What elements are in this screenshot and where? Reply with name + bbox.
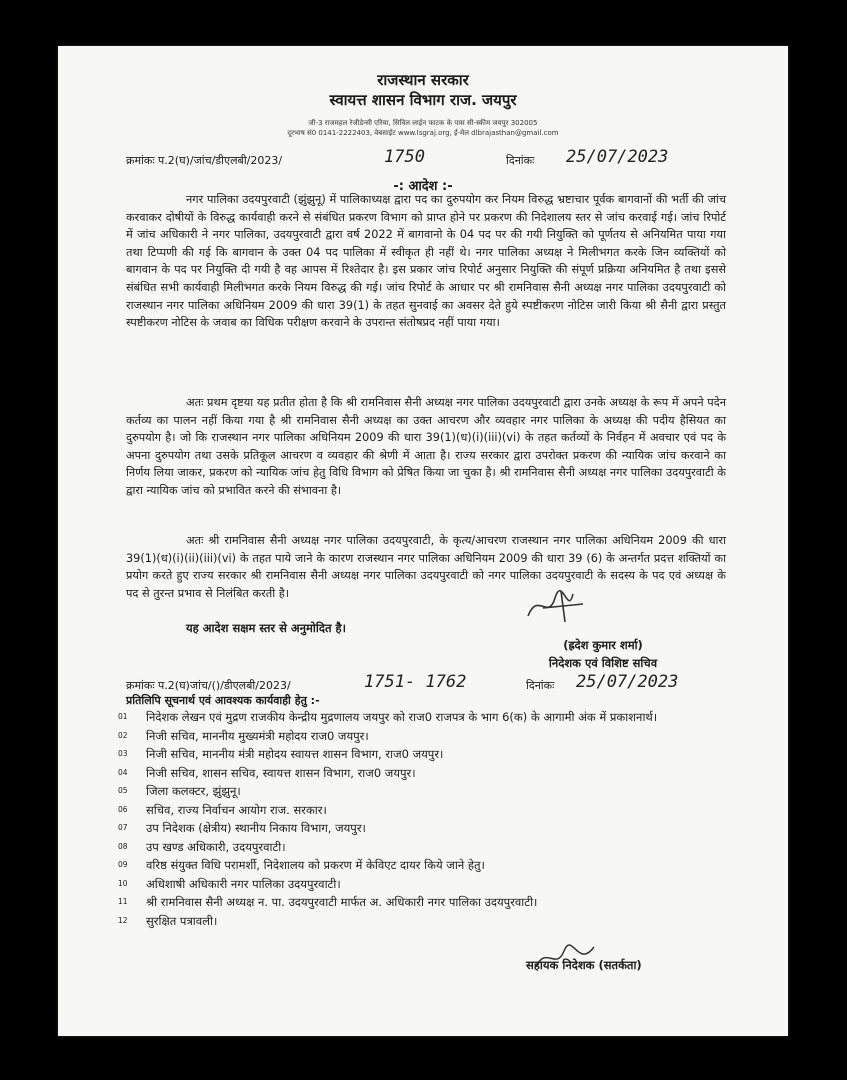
list-item: 02 निजी सचिव, माननीय मुख्यमंत्री महोदय राज0 जयपुर। bbox=[118, 728, 369, 743]
address-line: जी-3 राजमहल रेजीडेन्सी एरिया, सिविल लाईन फाटक के पास सी-स्कीम जयपुर 302005 bbox=[308, 119, 538, 127]
assistant-signatory: सहायक निदेशक (सतर्कता) bbox=[526, 958, 642, 972]
list-item: 06 सचिव, राज्य निर्वाचन आयोग राज. सरकार। bbox=[118, 802, 327, 817]
paragraph-1: नगर पालिका उदयपुरवाटी (झुंझुनू) में पालिकाध्यक्ष द्वारा पद का दुरुपयोग कर नियम विरुद्ध भ्रष्टाचार पूर्वक बागवानों की भर्ती की जांच करवाकर दोषीयों के विरुद्ध कार्यवाही करने से संबंधित प्रकरण विभाग को प्राप्त होने पर प्रकरण की निदेशालय स्तर से जांच करवाई गई। जांच रिपोर्ट में जांच अधिकारी ने नगर पालिका, उदयपुरवाटी द्वारा वर्ष 2022 में बागवानो के 04 पद पर की गयी नियुक्ति को पूर्णतय से अनियमित पाया गया तथा टिप्पणी की गई कि बागवान के उक्त 04 पद पालिका में स्वीकृत ही नहीं थे। नगर पालिका अध्यक्ष ने मिलीभगत करके जिन व्यक्तियों को बागवान के पद पर नियुक्ति दी गयी है वह आपस में रिश्तेदार है। इस प्रकार जांच रिपोर्ट अनुसार नियुक्ति की संपूर्ण प्रक्रिया अनियमित है तथा इससे संबंधित सभी कार्यवाही मिलीभगत करके नियम विरुद्ध की गई। जांच रिपोर्ट के आधार पर श्री रामनिवास सैनी अध्यक्ष नगर पालिका उदयपुरवाटी को राजस्थान नगर पालिका अधिनियम 2009 की धारा 39(1) के तहत सुनवाई का अवसर देते हुये स्पष्टीकरण नोटिस जारी किया श्री सैनी द्वारा प्रस्तुत स्पष्टीकरण नोटिस के जवाब का विधिक परीक्षण करवाने के उपरान्त संतोषप्रद नहीं पाया गया। bbox=[126, 193, 726, 330]
reference-number-label-2: क्रमांकः प.2(घ)जांच/()/डीएलबी/2023/ bbox=[126, 679, 291, 692]
signatory-name: (ह्रदेश कुमार शर्मा) bbox=[563, 638, 643, 652]
signatory-block bbox=[508, 636, 698, 672]
date-handwritten: 25/07/2023 bbox=[566, 147, 669, 167]
order-title: -: आदेश :- bbox=[393, 179, 453, 194]
reference-number-handwritten: 1750 bbox=[384, 147, 425, 167]
list-item: 10 अधिशाषी अधिकारी नगर पालिका उदयपुरवाटी। bbox=[118, 876, 341, 891]
copy-list bbox=[118, 708, 738, 930]
list-item: 08 उप खण्ड अधिकारी, उदयपुरवाटी। bbox=[118, 839, 286, 854]
copy-heading: प्रतिलिपि सूचनार्थ एवं आवश्यक कार्यवाही हेतु :- bbox=[126, 694, 320, 707]
paragraph-3: अतः श्री रामनिवास सैनी अध्यक्ष नगर पालिका उदयपुरवाटी, के कृत्य/आचरण राजस्थान नगर पालिका अधिनियम 2009 की धारा 39(1)(ध)(i)(ii)(iii)(vi) के तहत पाये जाने के कारण राजस्थान नगर पालिका अधिनियम 2009 की धारा 39 (6) के अन्तर्गत प्रदत्त शक्तियों का प्रयोग करते हुए राज्य सरकार श्री रामनिवास सैनी अध्यक्ष नगर पालिका उदयपुरवाटी को नगर पालिका उदयपुरवाटी के सदस्य के पद एवं अध्यक्ष के पद से तुरन्त प्रभाव से निलंबित करती है। bbox=[126, 534, 726, 600]
contact-line: दूरभाष सं0 0141-2222403, वेबसाईट www.lsgraj.org, ई-मेल dlbrajasthan@gmail.com bbox=[287, 129, 559, 137]
list-item: 07 उप निदेशक (क्षेत्रीय) स्थानीय निकाय विभाग, जयपुर। bbox=[118, 821, 366, 835]
list-item: 03 निजी सचिव, माननीय मंत्री महोदय स्वायत्त शासन विभाग, राज0 जयपुर। bbox=[118, 747, 444, 761]
date-label: दिनांकः bbox=[506, 154, 535, 167]
date-label-2: दिनांकः bbox=[526, 679, 555, 692]
list-item: 04 निजी सचिव, शासन सचिव, स्वायत्त शासन विभाग, राज0 जयपुर। bbox=[118, 765, 416, 780]
letterhead-address bbox=[168, 118, 678, 138]
signatory-designation: निदेशक एवं विशिष्ट सचिव bbox=[548, 656, 658, 670]
date-handwritten-2: 25/07/2023 bbox=[576, 672, 679, 692]
paragraph-2: अतः प्रथम दृष्टया यह प्रतीत होता है कि श्री रामनिवास सैनी अध्यक्ष नगर पालिका उदयपुरवाटी द्वारा उनके अध्यक्ष के रूप में अपने पदेन कर्तव्य का पालन नहीं किया गया है श्री रामनिवास सैनी अध्यक्ष का उक्त आचरण और व्यवहार नगर पालिका के अध्यक्ष की पदीय हैसियत का दुरुपयोग है। जो कि राजस्थान नगर पालिका अधिनियम 2009 की धारा 39(1)(ध)(i)(iii)(vi) के तहत कर्तव्यों के निर्वहन में अवचार एवं पद के अपना दुरुपयोग तथा उसके प्रतिकूल आचरण व व्यवहार की श्रेणी में आता है। राज्य सरकार द्वारा उपरोक्त प्रकरण की न्यायिक जांच करवाने का निर्णय लिया जाकर, प्रकरण को न्यायिक जांच हेतु विधि विभाग को प्रेषित किया जा चुका है। श्री रामनिवास सैनी अध्यक्ष नगर पालिका उदयपुरवाटी के द्वारा न्यायिक जांच को प्रभावित करने की संभावना है। bbox=[126, 396, 726, 497]
list-item: 12 सुरक्षित पत्रावली। bbox=[118, 913, 218, 928]
government-title: राजस्थान सरकार bbox=[377, 71, 469, 89]
reference-number-label: क्रमांकः प.2(घ)/जांच/डीएलबी/2023/ bbox=[126, 154, 283, 167]
list-item: 09 वरिष्ठ संयुक्त विधि परामर्शी, निदेशालय को प्रकरण में केविएट दायर किये जाने हेतु। bbox=[118, 858, 485, 872]
document-page bbox=[58, 46, 788, 1036]
list-item: 01 निदेशक लेखन एवं मुद्रण राजकीय केन्द्रीय मुद्रणालय जयपुर को राज0 राजपत्र के भाग 6(क) के आगामी अंक में प्रकाशनार्थ। bbox=[118, 710, 658, 724]
list-item: 11 श्री रामनिवास सैनी अध्यक्ष न. पा. उदयपुरवाटी मार्फत अ. अधिकारी नगर पालिका उदयपुरवाटी। bbox=[118, 895, 538, 909]
department-title: स्वायत्त शासन विभाग राज. जयपुर bbox=[329, 91, 517, 109]
signature-mark bbox=[523, 586, 593, 626]
list-item: 05 जिला कलक्टर, झुंझुनू। bbox=[118, 784, 241, 798]
approval-line: यह आदेश सक्षम स्तर से अनुमोदित है। bbox=[186, 621, 347, 635]
reference-number-handwritten-2: 1751- 1762 bbox=[364, 672, 467, 692]
